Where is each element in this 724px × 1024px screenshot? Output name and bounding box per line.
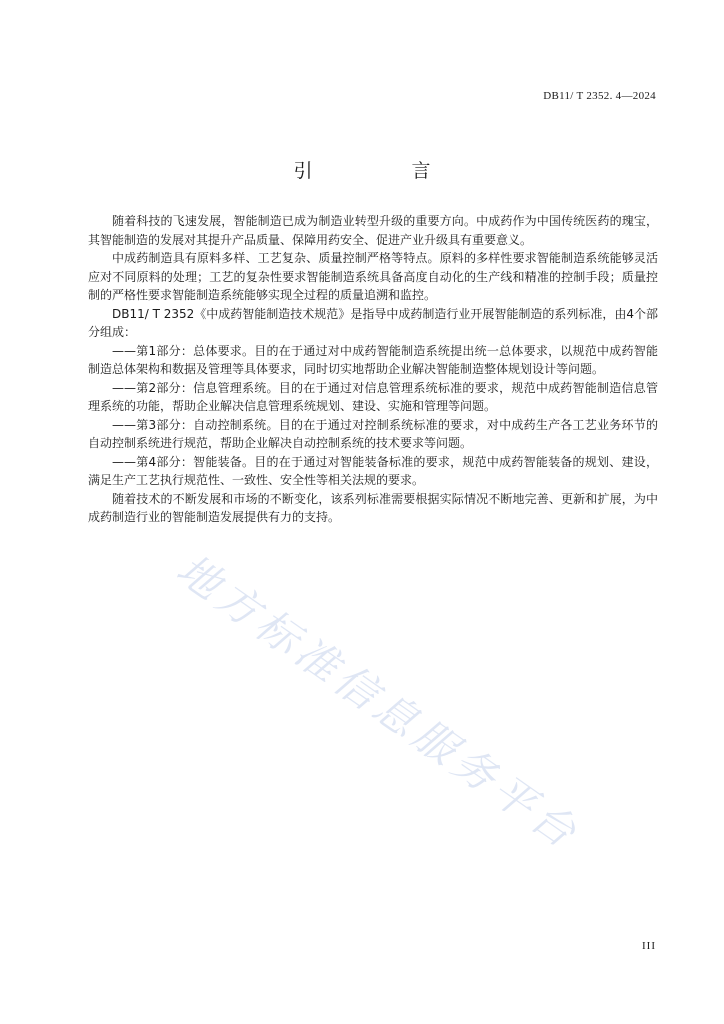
page-title: 引 言	[293, 160, 471, 182]
page-number: III	[642, 940, 656, 952]
paragraph: DB11/ T 2352《中成药智能制造技术规范》是指导中成药制造行业开展智能制造的系列标准，由4个部分组成：	[88, 306, 658, 339]
introduction-body	[88, 212, 658, 527]
paragraph-part-3: ——第3部分：自动控制系统。目的在于通过对控制系统标准的要求，对中成药生产各工艺业务环节的自动控制系统进行规范，帮助企业解决自动控制系统的技术要求等问题。	[88, 417, 658, 450]
paragraph: 中成药制造具有原料多样、工艺复杂、质量控制严格等特点。原料的多样性要求智能制造系统能够灵活应对不同原料的处理；工艺的复杂性要求智能制造系统具备高度自动化的生产线和精准的控制手段；质量控制的严格性要求智能制造系统能够实现全过程的质量追溯和监控。	[88, 251, 658, 302]
paragraph-part-2: ——第2部分：信息管理系统。目的在于通过对信息管理系统标准的要求，规范中成药智能制造信息管理系统的功能，帮助企业解决信息管理系统规划、建设、实施和管理等问题。	[88, 380, 658, 413]
paragraph: 随着科技的飞速发展，智能制造已成为制造业转型升级的重要方向。中成药作为中国传统医药的瑰宝，其智能制造的发展对其提升产品质量、保障用药安全、促进产业升级具有重要意义。	[88, 214, 658, 247]
paragraph: 随着技术的不断发展和市场的不断变化，该系列标准需要根据实际情况不断地完善、更新和扩展，为中成药制造行业的智能制造发展提供有力的支持。	[88, 491, 658, 524]
standard-code: DB11/ T 2352. 4—2024	[543, 90, 656, 102]
paragraph-part-1: ——第1部分：总体要求。目的在于通过对中成药智能制造系统提出统一总体要求，以规范中成药智能制造总体架构和数据及管理等具体要求，同时切实地帮助企业解决智能制造整体规划设计等问题。	[88, 343, 658, 376]
watermark: 地方标准信息服务平台	[167, 544, 590, 860]
paragraph-part-4: ——第4部分：智能装备。目的在于通过对智能装备标准的要求，规范中成药智能装备的规划、建设，满足生产工艺执行规范性、一致性、安全性等相关法规的要求。	[88, 454, 658, 487]
